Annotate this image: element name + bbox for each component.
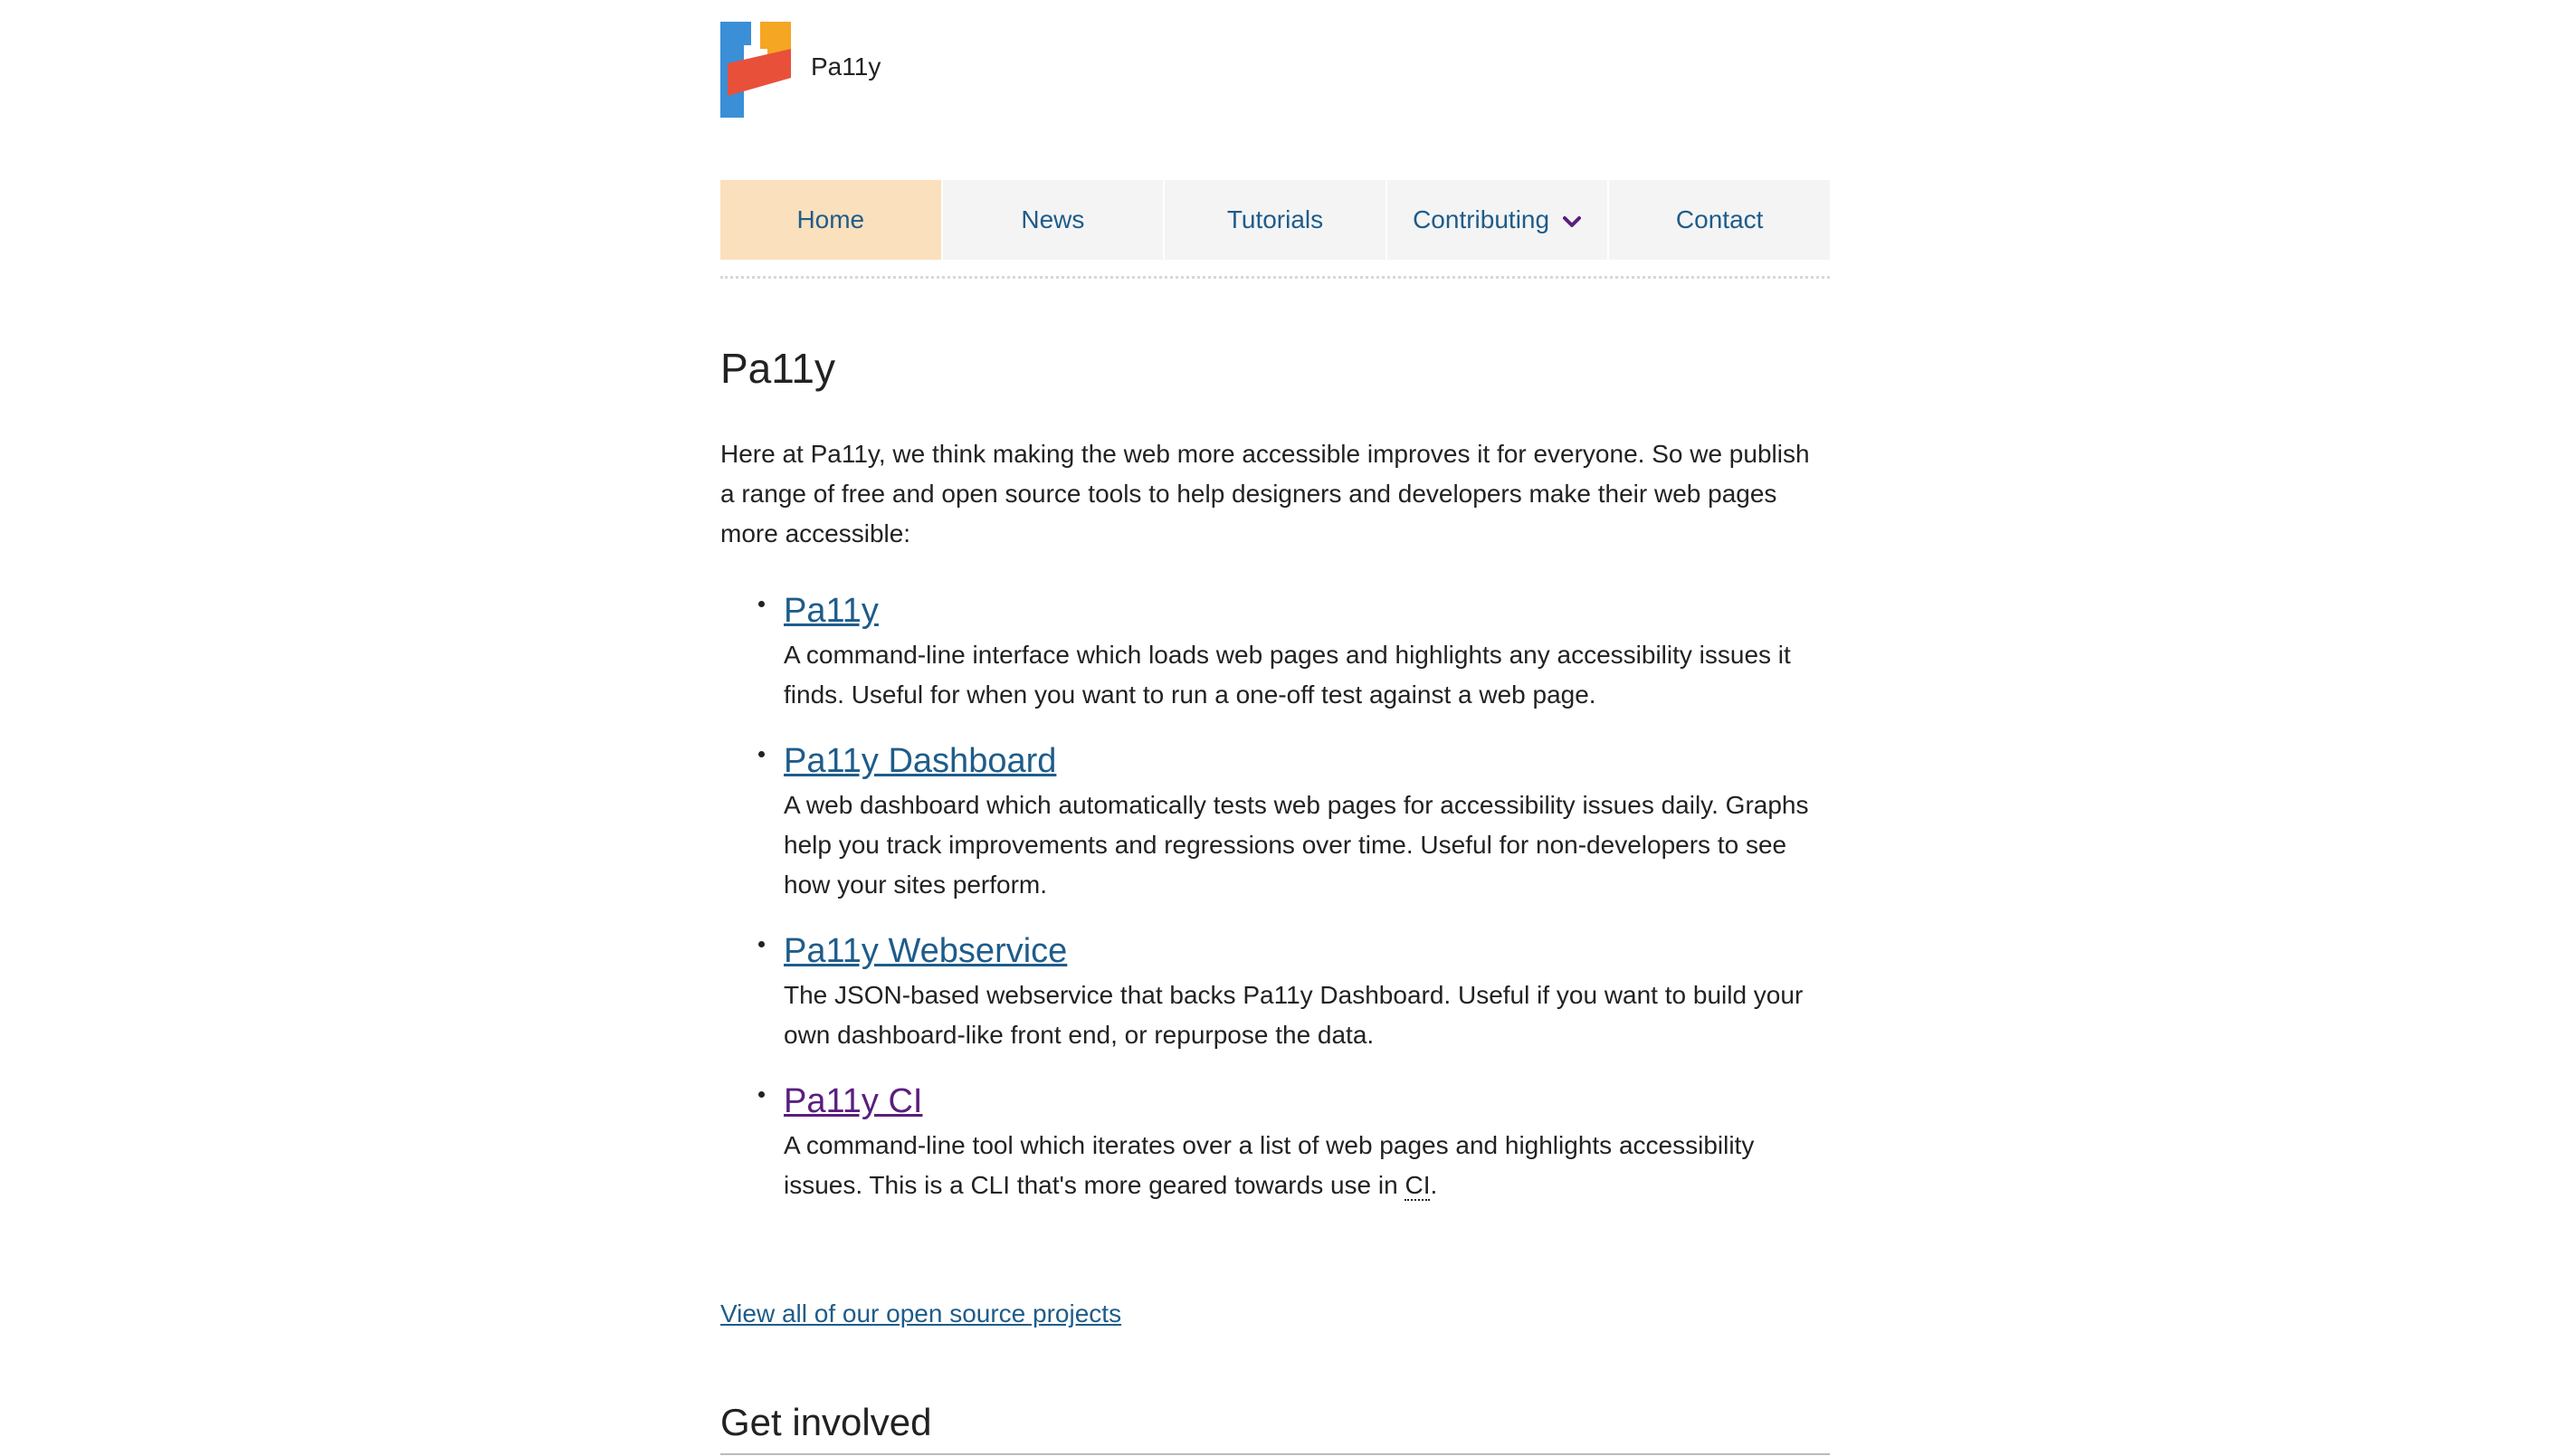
nav-item-news[interactable]: [943, 180, 1166, 260]
project-link-pa11y-webservice[interactable]: Pa11y Webservice: [784, 932, 1068, 970]
description-text: A command-line tool which iterates over a list of web pages and highlights accessibility issues. This is a CLI that's more geared towards use in: [784, 1131, 1755, 1199]
section-divider: [720, 1453, 1830, 1455]
nav-item-label: News: [1021, 205, 1085, 233]
pa11y-logo-icon[interactable]: [720, 22, 791, 118]
header-divider: [720, 276, 1830, 279]
project-description: [784, 1126, 1830, 1205]
list-item: [784, 738, 1830, 905]
site-name[interactable]: Pa11y: [811, 52, 881, 81]
project-description: A command-line interface which loads web pages and highlights any accessibility issues it finds. Useful for when you want to run a one-off test against a web page.: [784, 641, 1791, 709]
project-link-pa11y[interactable]: Pa11y: [784, 592, 879, 630]
list-item: [784, 928, 1830, 1055]
list-item: [784, 588, 1830, 715]
bullet-icon: [758, 601, 765, 607]
get-involved-heading: Get involved: [720, 1401, 932, 1443]
ci-abbreviation: CI: [1405, 1171, 1431, 1199]
view-all-projects-link[interactable]: View all of our open source projects: [720, 1299, 1122, 1328]
bullet-icon: [758, 1091, 765, 1098]
nav-item-home[interactable]: [720, 180, 943, 260]
site-header: [720, 22, 1082, 118]
project-link-pa11y-dashboard[interactable]: Pa11y Dashboard: [784, 742, 1057, 780]
list-item: [784, 1079, 1830, 1205]
bullet-icon: [758, 751, 765, 757]
project-description: A web dashboard which automatically tests web pages for accessibility issues daily. Graphs help you track improvements and regressions over time. Useful for non-developers to see how your sites perform.: [784, 791, 1809, 899]
nav-item-label: Home: [796, 205, 865, 233]
project-list: [720, 588, 1830, 1229]
nav-item-label: Contact: [1675, 205, 1764, 233]
project-description: The JSON-based webservice that backs Pa11y Dashboard. Useful if you want to build your own dashboard-like front end, or repurpose the data.: [784, 981, 1804, 1049]
page-title: Pa11y: [720, 345, 836, 392]
intro-paragraph: Here at Pa11y, we think making the web more accessible improves it for everyone. So we publish a range of free and open source tools to help designers and developers make their web pages more accessible:: [720, 440, 1810, 547]
nav-item-label: Contributing: [1413, 205, 1550, 233]
main-nav: [720, 180, 1830, 260]
chevron-down-icon: [1562, 215, 1582, 228]
description-text-end: .: [1430, 1171, 1438, 1199]
bullet-icon: [758, 941, 765, 947]
nav-item-contact[interactable]: [1609, 180, 1830, 260]
nav-item-contributing[interactable]: [1387, 180, 1610, 260]
nav-item-tutorials[interactable]: [1165, 180, 1387, 260]
project-link-pa11y-ci[interactable]: Pa11y CI: [784, 1082, 923, 1120]
nav-item-label: Tutorials: [1226, 205, 1324, 233]
